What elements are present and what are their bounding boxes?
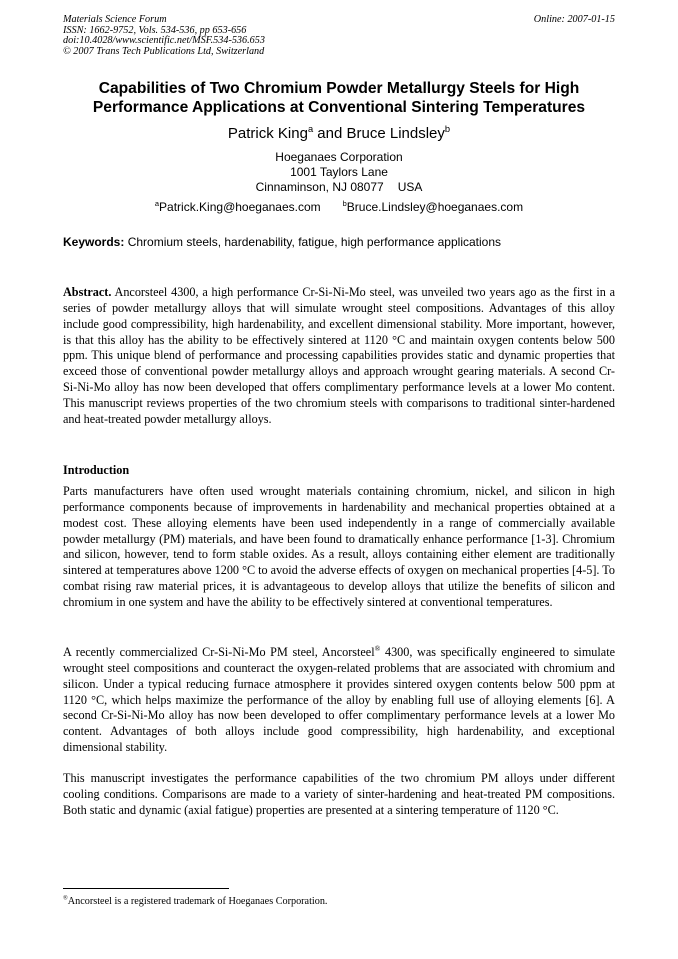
journal-header bbox=[63, 15, 615, 57]
affiliation bbox=[0, 150, 678, 196]
abstract-label: Abstract. bbox=[63, 285, 112, 299]
doi-line: doi:10.4028/www.scientific.net/MSF.534-536.653 bbox=[63, 35, 265, 47]
footnote-divider bbox=[63, 888, 229, 889]
author-1-sup: a bbox=[307, 124, 314, 134]
keywords-label: Keywords: bbox=[63, 235, 125, 249]
title-line-2: Performance Applications at Conventional Sintering Temperatures bbox=[92, 98, 586, 116]
paper-title bbox=[40, 80, 638, 117]
affiliation-org: Hoeganaes Corporation bbox=[275, 150, 403, 164]
email-b[interactable]: Bruce.Lindsley@hoeganaes.com bbox=[346, 200, 524, 214]
intro-paragraph-1: Parts manufacturers have often used wrought materials containing chromium, nickel, and silicon in high performance components because of improvements in hardenability and mechanical properties obtained at a modest cost. These alloying elements have been used independently in a range of commercially available powder metallurgy (PM) materials, and have been found to dramatically enhance performance [1-3]. Chromium and silicon, however, tend to form stable oxides. As a result, alloys containing either element are traditionally sintered at temperatures above 1200 °C to avoid the adverse effects of oxygen on mechanical properties [4-5]. To combat rising raw material prices, it is advantageous to develop alloys that utilize the benefits of silicon and chromium in one system and have the ability to be effectively sintered at conventional temperatures. bbox=[63, 484, 615, 609]
author-1: Patrick King bbox=[227, 125, 308, 142]
footnote-text: Ancorsteel is a registered trademark of Hoeganaes Corporation. bbox=[67, 896, 328, 907]
issn-line: ISSN: 1662-9752, Vols. 534-536, pp 653-656 bbox=[63, 24, 247, 36]
author-2-sup: b bbox=[444, 124, 451, 134]
journal-name: Materials Science Forum bbox=[63, 14, 167, 25]
email-a-sup: a bbox=[154, 199, 160, 208]
online-date: Online: 2007-01-15 bbox=[533, 14, 615, 25]
affiliation-city: Cinnaminson, NJ 08077 bbox=[255, 180, 384, 195]
affiliation-city-line bbox=[0, 180, 678, 195]
email-a[interactable]: Patrick.King@hoeganaes.com bbox=[159, 200, 321, 214]
email-line bbox=[0, 200, 678, 215]
footnote bbox=[63, 896, 327, 908]
abstract-text: Ancorsteel 4300, a high performance Cr-Si-Ni-Mo steel, was unveiled two years ago as the first in a series of powder metallurgy alloys that will simulate wrought steel compositions. Advantages of this alloy include good compressibility, high hardenability, and excellent dimensional stability. More important, however, is that this alloy has the ability to be effectively sintered at 1120 °C and maintain oxygen contents below 500 ppm. This unique blend of performance and processing capabilities provides static and dynamic properties that exceed those of conventional powder metallurgy alloys and approach wrought gearing materials. A second Cr-Si-Ni-Mo alloy has now been developed that offers complimentary performance levels at a lower Mo content. This manuscript reviews properties of the two chromium steels with comparisons to traditional sinter-hardened and heat-treated powder metallurgy alloys. bbox=[63, 285, 615, 426]
registered-mark: ® bbox=[374, 643, 381, 653]
author-conj: and bbox=[313, 125, 347, 142]
author-line bbox=[0, 125, 678, 143]
copyright-line: © 2007 Trans Tech Publications Ltd, Switzerland bbox=[63, 45, 265, 57]
author-2: Bruce Lindsley bbox=[346, 125, 445, 142]
keywords bbox=[63, 235, 615, 250]
intro-paragraph-2 bbox=[63, 645, 615, 756]
title-line-1: Capabilities of Two Chromium Powder Metallurgy Steels for High bbox=[98, 80, 580, 97]
keywords-text: Chromium steels, hardenability, fatigue, high performance applications bbox=[124, 235, 501, 249]
affiliation-country: USA bbox=[397, 180, 423, 195]
affiliation-street: 1001 Taylors Lane bbox=[290, 165, 388, 180]
introduction-heading: Introduction bbox=[63, 463, 130, 477]
p2-start: A recently commercialized Cr-Si-Ni-Mo PM steel, Ancorsteel bbox=[63, 645, 375, 659]
abstract bbox=[63, 285, 615, 428]
email-b-sup: b bbox=[342, 199, 347, 208]
intro-paragraph-3: This manuscript investigates the performance capabilities of the two chromium PM alloys under different cooling conditions. Comparisons are made to a variety of sinter-hardening and heat-treated PM compositions. Both static and dynamic (axial fatigue) properties are presented at a sintering temperature of 1120 °C. bbox=[63, 771, 615, 817]
p2-rest: 4300, was specifically engineered to simulate wrought steel compositions and counteract the oxygen-related problems that are associated with chromium and silicon. Under a typical reducing furnace atmosphere it provides sintered oxygen contents below 500 ppm at 1120 °C, which helps maximize the performance of the alloy by enabling full use of alloying elements [6]. A second Cr-Si-Ni-Mo alloy has now been developed to offer complimentary performance levels at a lower Mo content. Advantages of both alloys include good compressibility, high hardenability, and exceptional dimensional stability. bbox=[63, 645, 615, 755]
footnote-sup: ® bbox=[63, 894, 68, 902]
